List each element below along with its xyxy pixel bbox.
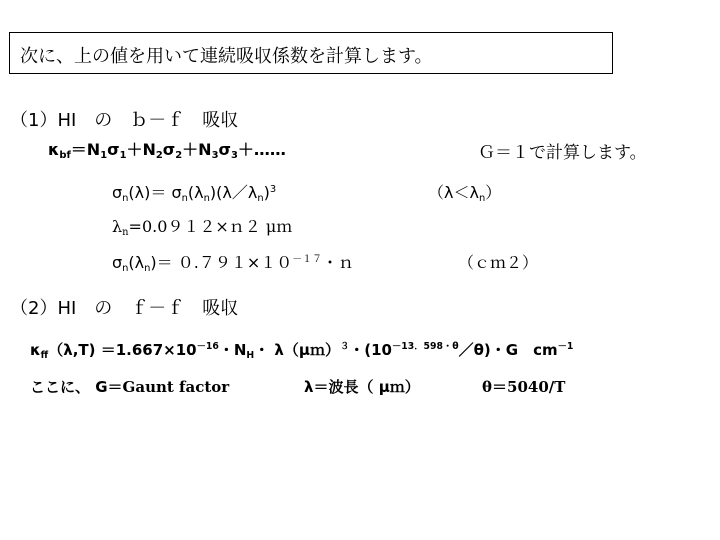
exp-frac: －13．598・θ — [392, 341, 459, 352]
plus-n3: ＋N — [182, 140, 212, 159]
sigma-a: σ — [112, 183, 123, 202]
sigma-b-sub: n — [122, 263, 129, 274]
exp-neg1: －1 — [557, 341, 574, 352]
where-text: ここに、 G＝ — [30, 378, 123, 396]
sigma-sub-1: 1 — [119, 150, 127, 161]
g-note: Ｇ＝１で計算します。 — [478, 143, 647, 163]
n-sub-c: n — [203, 193, 210, 204]
where-line — [30, 376, 229, 397]
gaunt-factor: Gaunt factor — [122, 378, 230, 396]
sigma-3: σ — [218, 140, 231, 159]
ff-part3: ・ λ（μｍ） — [254, 341, 340, 359]
cond-open: （λ＜λ — [428, 183, 479, 202]
h-subscript: H — [246, 350, 255, 361]
kappa-ff-equation — [30, 338, 573, 361]
n-sub-d: n — [257, 193, 264, 204]
val-open: (λ — [128, 253, 145, 272]
close-par: ) — [263, 183, 270, 202]
sigma-1: σ — [107, 140, 120, 159]
unit-text: （ｃｍ２） — [458, 253, 539, 272]
mid-eq: (λ)＝ σ — [128, 183, 182, 202]
title-text: 次に、上の値を用いて連続吸収係数を計算します。 — [20, 46, 433, 67]
tail: ＋…… — [237, 140, 286, 159]
sigma-sub-2: 2 — [175, 150, 183, 161]
exp-neg17: －１７ — [292, 254, 322, 265]
unit — [458, 250, 538, 273]
exp-3: 3 — [269, 184, 277, 195]
ff-part2: ・N — [218, 341, 247, 359]
kappa-bf-equation — [48, 137, 286, 161]
sigma-sub-3: 3 — [230, 150, 238, 161]
kappa-ff-symbol: κ — [30, 341, 41, 359]
section2-heading: （2）HI の ｆ－ｆ 吸収 — [10, 298, 239, 319]
n-sub-a: n — [122, 193, 129, 204]
lambda-n-formula — [112, 214, 292, 238]
sub-2: 2 — [155, 150, 163, 161]
sub-1: 1 — [100, 150, 108, 161]
plus-n2: ＋N — [126, 140, 156, 159]
condition — [428, 180, 501, 204]
bf-subscript: bf — [59, 150, 71, 161]
lambda-n-sub: n — [122, 227, 129, 238]
cond-close: ） — [485, 183, 502, 202]
sigma-2: σ — [162, 140, 176, 159]
ff-part4: ・(10 — [349, 341, 392, 359]
mid-lam: (λ — [187, 183, 204, 202]
val-n-sub: n — [144, 263, 151, 274]
kappa-symbol: κ — [48, 140, 60, 159]
val-tail: ・ｎ — [321, 253, 354, 272]
ff-part1: （λ,T) ＝1.667×10 — [48, 341, 197, 359]
lambda-formula: =0.0９１２×ｎ２ μｍ — [128, 217, 293, 236]
n-sub-b: n — [181, 193, 188, 204]
lambda-symbol: λ — [112, 217, 123, 236]
ff-part5: ／θ)・G cm — [458, 341, 558, 359]
ff-subscript: ff — [40, 350, 49, 361]
exp-3-ff: ３ — [339, 341, 350, 352]
theta-definition: θ＝5040/T — [482, 378, 566, 396]
sub-3: 3 — [211, 150, 219, 161]
eq-part: ＝N — [70, 140, 101, 159]
cond-n-sub: n — [478, 193, 486, 204]
exp-neg16: －16 — [196, 341, 219, 352]
title-box — [9, 32, 613, 74]
val-formula: )＝ ０.７９１×１０ — [150, 253, 293, 272]
mid-rest: )(λ／λ — [209, 183, 258, 202]
sigma-value-formula — [112, 250, 354, 274]
sigma-b: σ — [112, 253, 123, 272]
section1-heading: （1）HI の ｂ－ｆ 吸収 — [10, 110, 239, 131]
lambda-definition: λ＝波長（ μｍ） — [304, 378, 420, 396]
sigma-n-formula — [112, 180, 276, 204]
